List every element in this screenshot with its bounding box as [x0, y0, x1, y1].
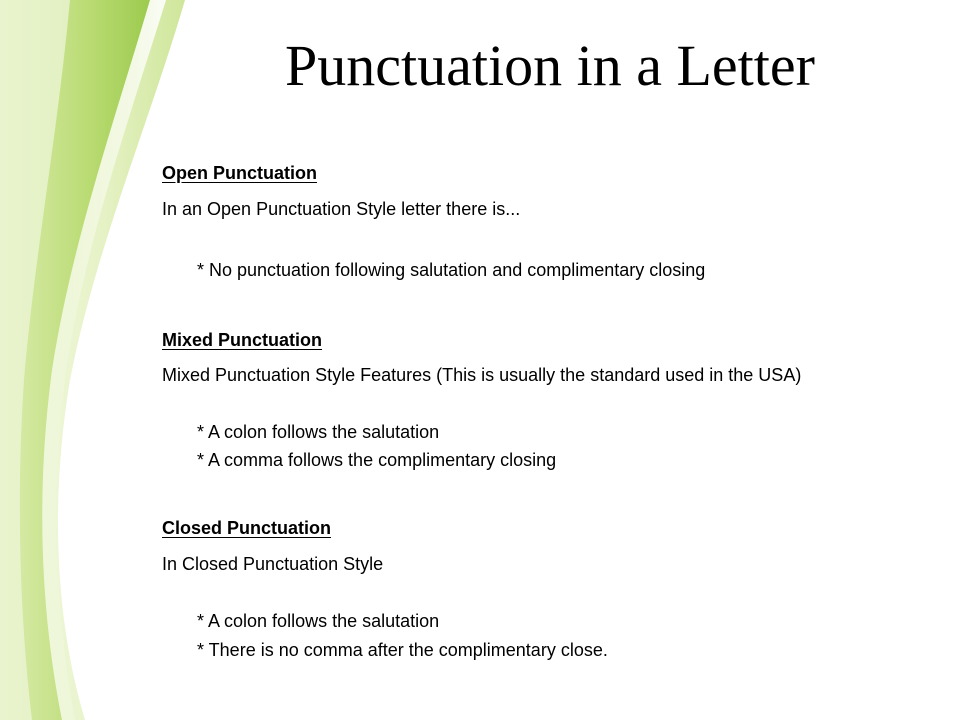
- section-intro-open: In an Open Punctuation Style letter there is...: [162, 199, 521, 219]
- section-heading-mixed: Mixed Punctuation: [162, 330, 323, 350]
- section-heading-open: Open Punctuation: [162, 163, 317, 183]
- section-heading-closed: Closed Punctuation: [162, 518, 332, 538]
- section-intro-closed: In Closed Punctuation Style: [162, 554, 384, 574]
- bullet-mixed-2: * A comma follows the complimentary closing: [197, 450, 557, 470]
- slide-title: Punctuation in a Letter: [285, 33, 815, 98]
- section-intro-mixed: Mixed Punctuation Style Features (This is usually the standard used in the USA): [162, 365, 802, 385]
- bullet-open-1: * No punctuation following salutation and complimentary closing: [197, 260, 706, 280]
- bullet-closed-2: * There is no comma after the complimentary close.: [197, 640, 608, 660]
- bullet-closed-1: * A colon follows the salutation: [197, 611, 440, 631]
- bullet-mixed-1: * A colon follows the salutation: [197, 422, 440, 442]
